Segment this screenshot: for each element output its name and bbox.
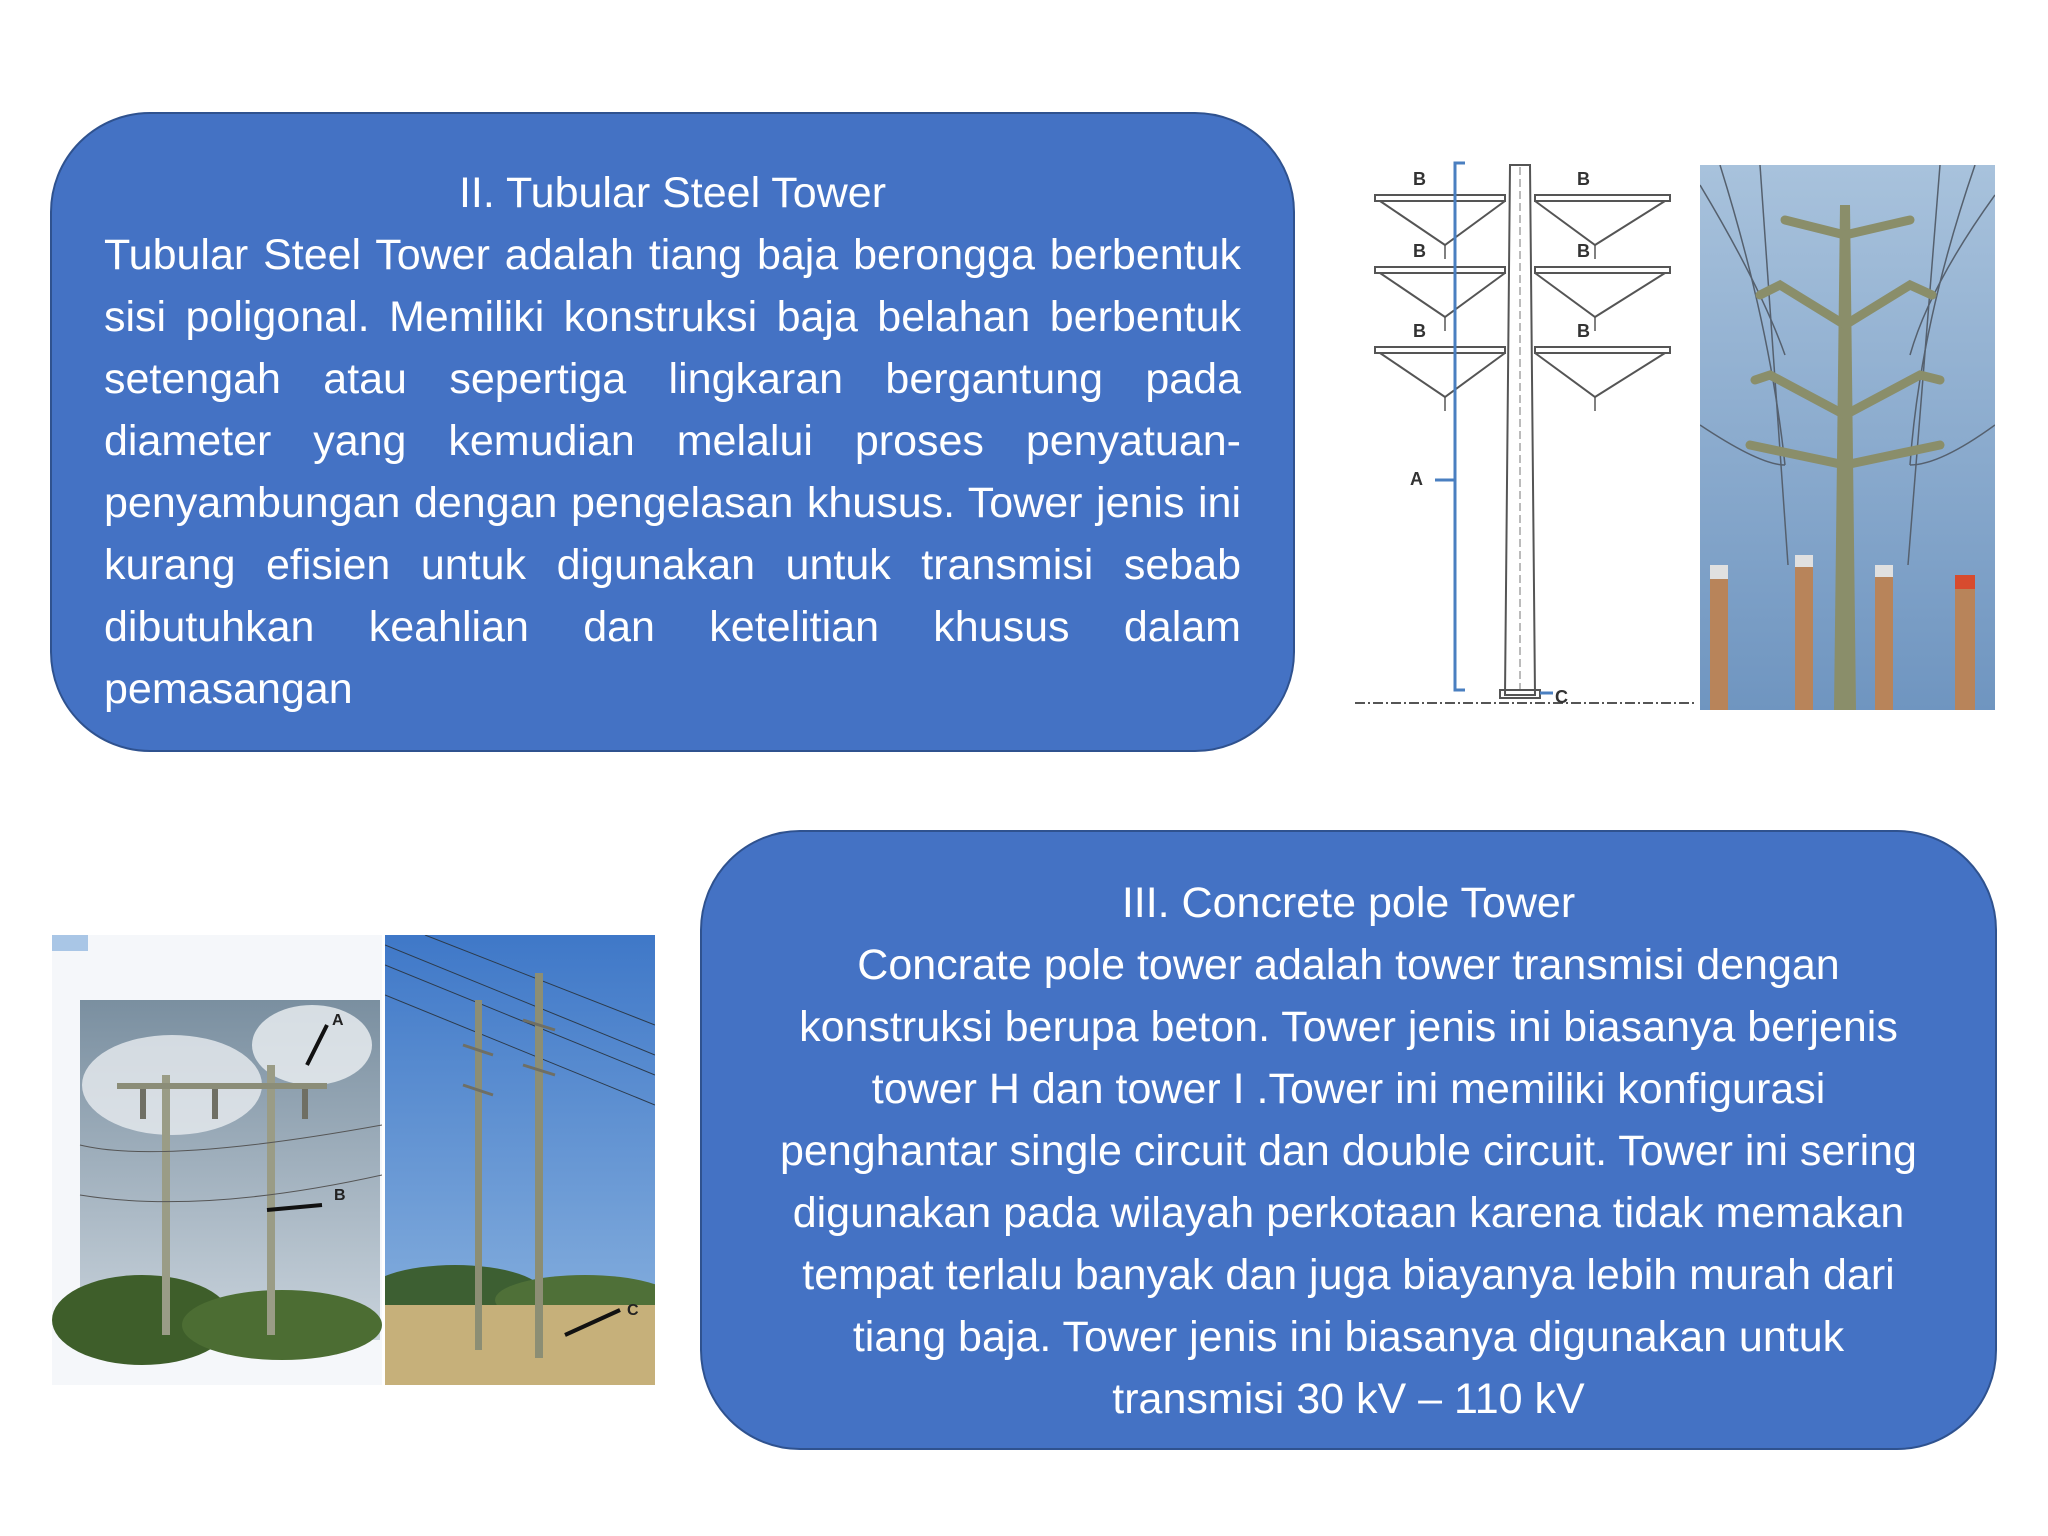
concrete-pole-title: III. Concrete pole Tower [1121, 879, 1576, 927]
diagram-label-b: B [1413, 321, 1426, 341]
diagram-label-a: A [1410, 469, 1423, 489]
concrete-pole-panel [700, 830, 1997, 1450]
tubular-steel-description: Tubular Steel Tower adalah tiang baja berongga berbentuk sisi poligonal. Memiliki konstruksi baja belahan berbentuk setengah atau sepertiga lingkaran bergantung pada diameter yang kemudian melalui proses penyatuan-penyambungan dengan pengelasan khusus. Tower jenis ini kurang efisien untuk digunakan untuk transmisi sebab dibutuhkan keahlian dan ketelitian khusus dalam pemasangan [104, 231, 1241, 713]
concrete-h-pole-photo [385, 935, 655, 1385]
diagram-label-c: C [1555, 687, 1568, 707]
tubular-tower-diagram [1355, 155, 1695, 715]
concrete-pole-photo-labeled [52, 935, 382, 1385]
tubular-steel-panel [50, 112, 1295, 752]
diagram-label-b: B [1413, 169, 1426, 189]
concrete-pole-description: Concrate pole tower adalah tower transmisi dengan konstruksi berupa beton. Tower jenis ini biasanya berjenis tower H dan tower I .Tower ini memiliki konfigurasi penghantar single circuit dan double circuit. Tower ini sering digunakan pada wilayah perkotaan karena tidak memakan tempat terlalu banyak dan juga biayanya lebih murah dari tiang baja. Tower jenis ini biasanya digunakan untuk transmisi 30 kV – 110 kV [780, 941, 1917, 1423]
tubular-tower-photo [1700, 165, 1995, 710]
photo-label-c: C [627, 1302, 639, 1319]
photo-label-a: A [332, 1012, 344, 1029]
photo-label-b: B [334, 1187, 346, 1204]
diagram-label-b: B [1577, 241, 1590, 261]
diagram-label-b: B [1577, 321, 1590, 341]
diagram-label-b: B [1577, 169, 1590, 189]
diagram-label-b: B [1413, 241, 1426, 261]
tubular-steel-title: II. Tubular Steel Tower [458, 169, 887, 217]
